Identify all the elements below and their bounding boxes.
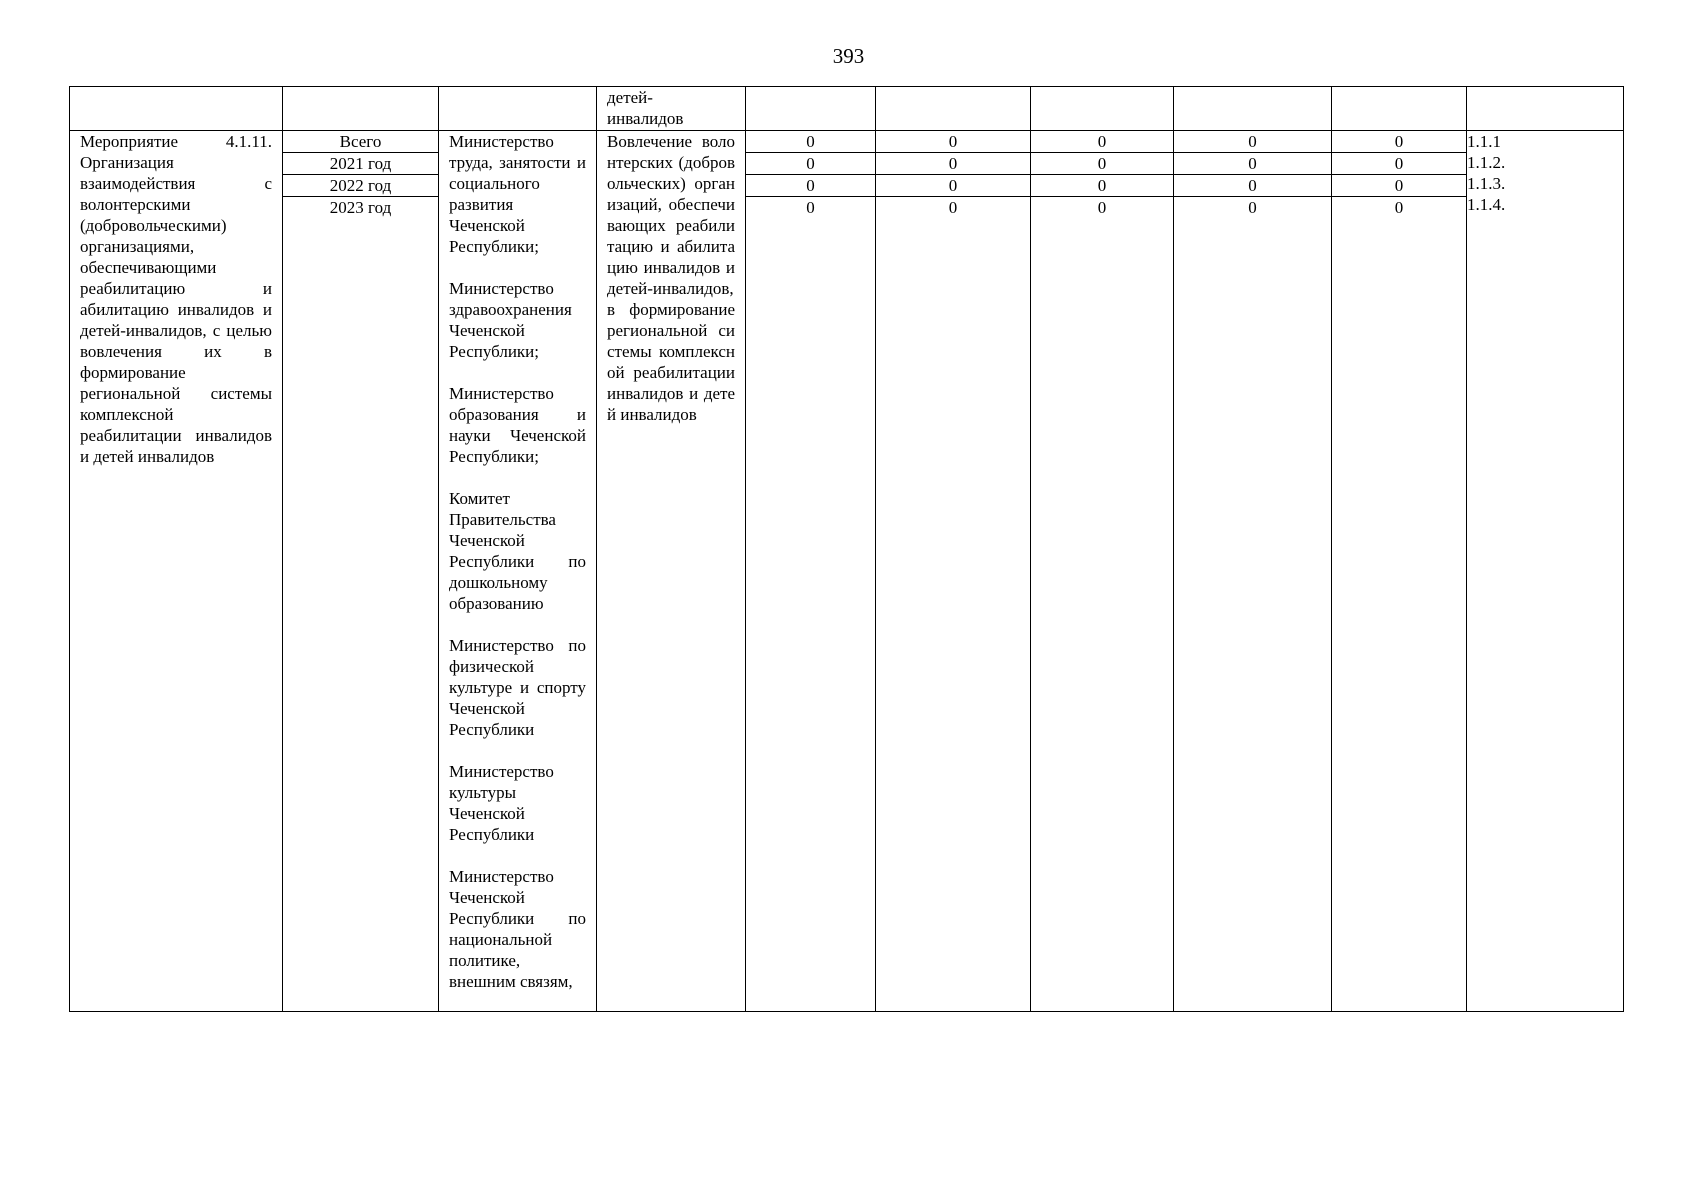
continuation-row (70, 87, 1624, 131)
indicator-code: 1.1.4. (1467, 195, 1506, 214)
period-2023: 2023 год (329, 198, 392, 217)
indicator-code: 1.1.1 (1467, 132, 1501, 151)
indicator-code: 1.1.3. (1467, 174, 1506, 193)
funding-value: 0 (1394, 198, 1404, 217)
executor-sport-ministry: Министерство по физической культуре и спорту Чеченской Республики (449, 636, 586, 739)
cont-results-text: детей- инвалидов (607, 88, 684, 128)
funding-value: 0 (876, 153, 1030, 175)
funding-value: 0 (806, 198, 815, 217)
executor-culture-ministry: Министерство культуры Чеченской Республики (449, 762, 554, 844)
funding-value: 0 (876, 175, 1030, 197)
cont-period-cell (283, 87, 439, 131)
funding-value: 0 (1174, 153, 1331, 175)
funding-value: 0 (746, 175, 875, 197)
indicator-code: 1.1.2. (1467, 153, 1506, 172)
executors-cell (439, 131, 597, 1012)
results-text: Вовлечение волонтерских (добровольческих) организаций, обеспечивающих реабилитацию и абилитацию инвалидов и детей-инвалидов, в формирование региональной системы комплексной реабилитации инвалидов и детей инвалидов (607, 132, 735, 424)
executor-health-ministry: Министерство здравоохранения Чеченской Республики; (449, 279, 572, 361)
funding-value: 0 (1248, 198, 1257, 217)
funding-value: 0 (1031, 153, 1173, 175)
page-number: 393 (832, 44, 865, 68)
period-cell (283, 131, 439, 1012)
executor-preschool-committee: Комитет Правительства Чеченской Республики по дошкольному образованию (449, 489, 586, 613)
cont-funding-cell-4 (1174, 87, 1332, 131)
program-table (69, 86, 1624, 1012)
cont-funding-cell-2 (876, 87, 1031, 131)
cont-measure-cell (70, 87, 283, 131)
funding-value: 0 (1332, 175, 1466, 197)
measure-title: Мероприятие 4.1.11. Организация взаимодействия с волонтерскими (добровольческими) организациями, обеспечивающими реабилитацию и абилитацию инвалидов и детей-инвалидов, с целью вовлечения их в формирование региональной системы комплексной реабилитации инвалидов и детей инвалидов (80, 132, 272, 466)
funding-value: 0 (1174, 175, 1331, 197)
measure-row (70, 131, 1624, 1012)
funding-value: 0 (1031, 175, 1173, 197)
cont-funding-cell-3 (1031, 87, 1174, 131)
executor-national-policy-ministry: Министерство Чеченской Республики по национальной политике, внешним связям, (449, 867, 586, 991)
period-total: Всего (283, 131, 438, 153)
funding-value: 0 (746, 131, 875, 153)
funding-value: 0 (948, 198, 958, 217)
cont-results-cell (597, 87, 746, 131)
funding-value: 0 (1332, 153, 1466, 175)
cont-executor-cell (439, 87, 597, 131)
period-2021: 2021 год (283, 153, 438, 175)
period-2022: 2022 год (283, 175, 438, 197)
funding-col-5 (1332, 131, 1467, 1012)
cont-funding-cell-1 (746, 87, 876, 131)
funding-value: 0 (1097, 198, 1107, 217)
results-cell (597, 131, 746, 1012)
funding-value: 0 (746, 153, 875, 175)
cont-funding-cell-5 (1332, 87, 1467, 131)
funding-col-4 (1174, 131, 1332, 1012)
funding-value: 0 (1174, 131, 1331, 153)
executor-labor-ministry: Министерство труда, занятости и социального развития Чеченской Республики; (449, 132, 586, 256)
funding-value: 0 (1332, 131, 1466, 153)
indicator-codes-cell (1467, 131, 1624, 1012)
funding-col-2 (876, 131, 1031, 1012)
funding-col-3 (1031, 131, 1174, 1012)
funding-value: 0 (876, 131, 1030, 153)
measure-title-cell (70, 131, 283, 1012)
funding-col-1 (746, 131, 876, 1012)
cont-codes-cell (1467, 87, 1624, 131)
funding-value: 0 (1031, 131, 1173, 153)
executor-education-ministry: Министерство образования и науки Чеченской Республики; (449, 384, 586, 466)
